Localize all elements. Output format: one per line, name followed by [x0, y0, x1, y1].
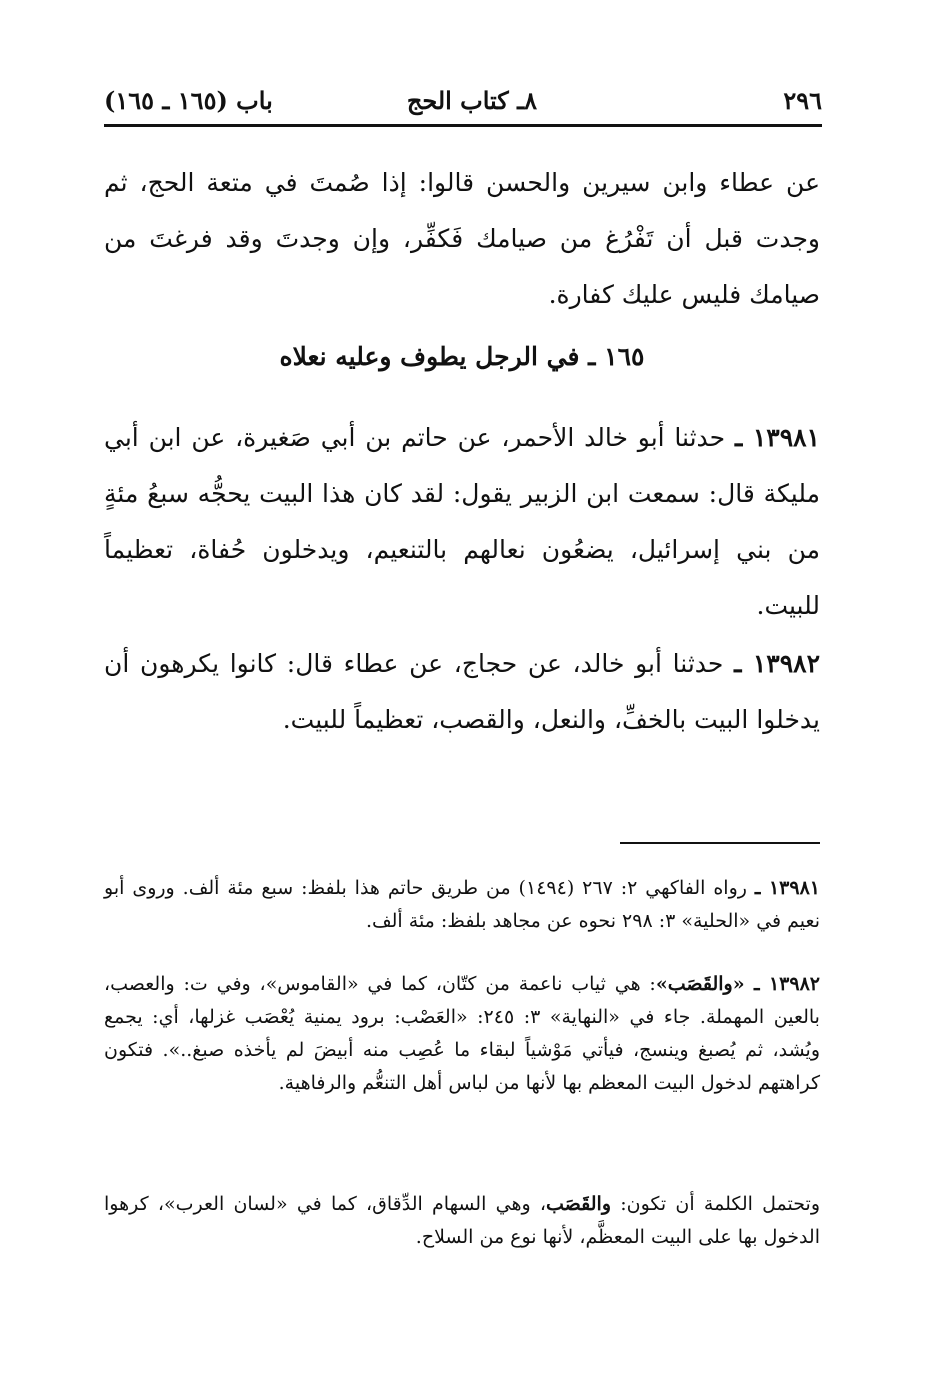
- footnote-term: «والقَصَب»: [655, 973, 754, 995]
- footnote-text: ، وهي السهام الدِّقاق، كما في «لسان العرب»، كرهوا الدخول بها على البيت المعظَّم، لأنها نوع من السلاح.: [104, 1193, 820, 1248]
- footnote-number: ١٣٩٨٢ ـ: [753, 973, 820, 995]
- footnote-text: رواه الفاكهي ٢: ٢٦٧ (١٤٩٤) من طريق حاتم هذا بلفظ: سبع مئة ألف. وروى أبو نعيم في «الحلية» ٣: ٢٩٨ نحوه عن مجاهد بلفظ: مئة ألف.: [104, 877, 820, 932]
- hadith-text: حدثنا أبو خالد، عن حجاج، عن عطاء قال: كانوا يكرهون أن يدخلوا البيت بالخفِّ، والنعل، والقصب، تعظيماً للبيت.: [104, 649, 820, 734]
- intro-paragraph: [104, 155, 820, 323]
- book-title: ٨ـ كتاب الحج: [406, 86, 537, 115]
- footnote-13982: [104, 968, 820, 1100]
- intro-text: عن عطاء وابن سيرين والحسن قالوا: إذا صُمتَ في متعة الحج، ثم وجدت قبل أن تَفْرُغ من صيامك فَكفِّر، وإن وجدتَ وقد فرغتَ من صيامك فليس عليك كفارة.: [104, 168, 820, 309]
- footnote-text: : هي ثياب ناعمة من كتّان، كما في «القاموس»، وفي ت: والعصب، بالعين المهملة. جاء في «النهاية» ٣: ٢٤٥: «العَصْب: برود يمنية يُعْصَب غزلها، أي: يجمع ويُشد، ثم يُصبغ وينسج، فيأتي مَوْشياً لبقاء ما عُصِب منه أبيضَ لم يأخذه صبغ..». فتكون كراهتهم لدخول البيت المعظم بها لأنها من لباس أهل التنعُّم والرفاهية.: [104, 973, 820, 1094]
- page-header: [104, 86, 822, 122]
- hadith-number: ١٣٩٨١ ـ: [734, 423, 820, 452]
- page-number: ٢٩٦: [783, 86, 822, 115]
- hadith-paragraph: [104, 410, 820, 634]
- hadith-paragraph: [104, 636, 820, 748]
- hadith-number: ١٣٩٨٢ ـ: [734, 649, 821, 678]
- footnote-number: ١٣٩٨١ ـ: [754, 877, 820, 899]
- footnote-continuation: [104, 1188, 820, 1254]
- footnote-lead: وتحتمل الكلمة أن تكون:: [611, 1193, 820, 1215]
- footnote-13981: [104, 872, 820, 938]
- footnote-divider: [620, 842, 820, 844]
- hadith-13982: [104, 636, 820, 748]
- header-divider: [104, 124, 822, 127]
- footnote-term: والقَصَب: [546, 1193, 612, 1215]
- chapter-range: باب (١٦٥ ـ ١٦٥): [104, 86, 273, 115]
- section-heading: ١٦٥ ـ في الرجل يطوف وعليه نعلاه: [279, 342, 645, 371]
- hadith-text: حدثنا أبو خالد الأحمر، عن حاتم بن أبي صَغيرة، عن ابن أبي مليكة قال: سمعت ابن الزبير يقول: لقد كان هذا البيت يحجُّه سبعُ مئةٍ من بني إسرائيل، يضعُون نعالهم بالتنعيم، ويدخلون حُفاة، تعظيماً للبيت.: [104, 423, 820, 620]
- hadith-13981: [104, 410, 820, 634]
